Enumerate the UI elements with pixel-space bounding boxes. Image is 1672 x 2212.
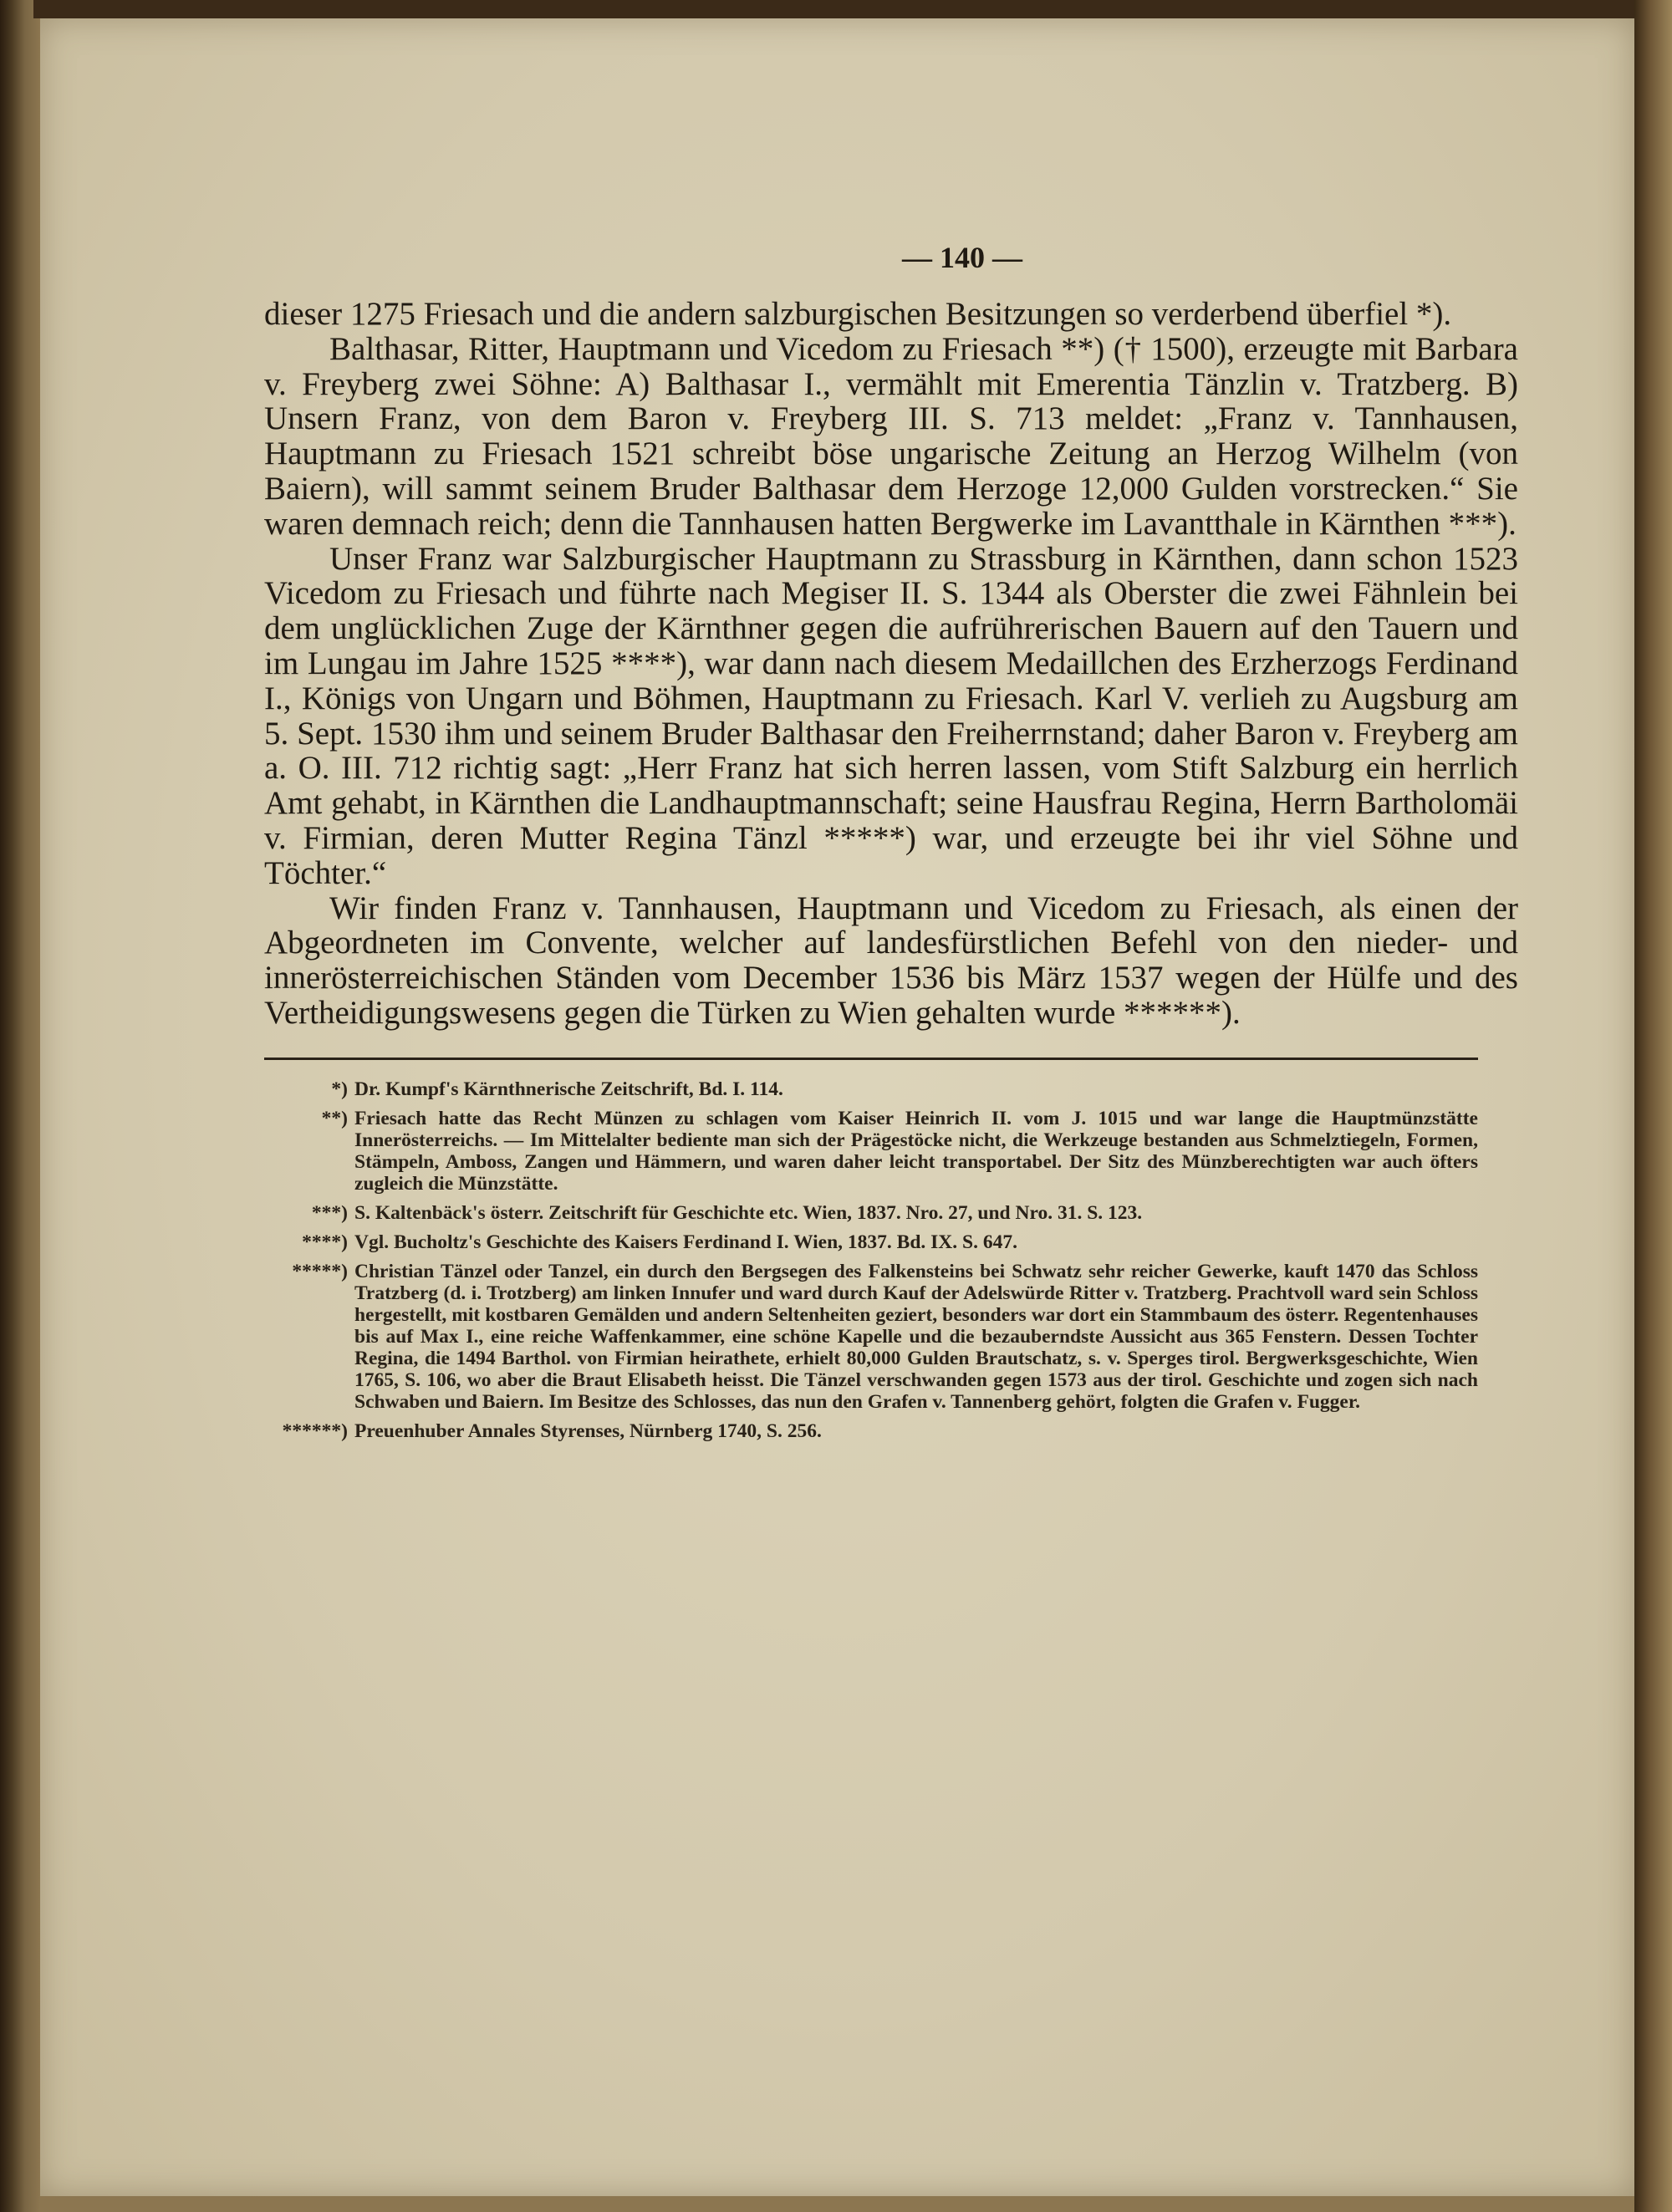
adjacent-page-edge <box>1634 0 1672 2212</box>
footnote-mark: *****) <box>292 1260 348 1282</box>
footnote-mark: ****) <box>302 1231 348 1253</box>
paragraph: dieser 1275 Friesach und die andern salzburgischen Besitzungen so verderbend überfiel *). <box>264 296 1452 332</box>
main-text <box>264 297 1518 1031</box>
footnote-text: Preuenhuber Annales Styrenses, Nürnberg 1740, S. 256. <box>354 1419 822 1442</box>
footnote <box>264 1420 1478 1442</box>
footnote-text: Dr. Kumpf's Kärnthnerische Zeitschrift, Bd. I. 114. <box>354 1078 783 1100</box>
footnote-text: Vgl. Bucholtz's Geschichte des Kaisers Ferdinand I. Wien, 1837. Bd. IX. S. 647. <box>354 1231 1017 1253</box>
footnote <box>264 1078 1478 1100</box>
paragraph: Balthasar, Ritter, Hauptmann und Vicedom zu Friesach **) († 1500), erzeugte mit Barbara v. Freyberg zwei Söhne: A) Balthasar I., vermählt mit Emerentia Tänzlin v. Tratzberg. B) Unsern Franz, von dem Baron v. Freyberg III. S. 713 meldet: „Franz v. Tannhausen, Hauptmann zu Friesach 1521 schreibt böse ungarische Zeitung an Herzog Wilhelm (von Baiern), will sammt seinem Bruder Balthasar dem Herzoge 12,000 Gulden vorstrecken.“ Sie waren demnach reich; denn die Tannhausen hatten Bergwerke im Lavantthale in Kärnthen ***). <box>264 330 1518 542</box>
footnote-text: Christian Tänzel oder Tanzel, ein durch den Bergsegen des Falkensteins bei Schwatz sehr reicher Gewerke, kauft 1470 das Schloss Tratzberg (d. i. Trotzberg) am linken Innufer und ward durch Kauf der Adelswürde Ritter v. Tratzberg. Prachtvoll ward sein Schloss hergestellt, mit kostbaren Gemälden und andern Seltenheiten geziert, besonders war dort ein Stammbaum des österr. Regentenhauses bis auf Max I., eine reiche Waffenkammer, eine schöne Kapelle und die bezauberndste Aussicht aus 365 Fenstern. Dessen Tochter Regina, die 1494 Barthol. von Firmian heirathete, erhielt 80,000 Gulden Brautschatz, s. v. Sperges tirol. Bergwerksgeschichte, Wien 1765, S. 106, wo aber die Braut Elisabeth heisst. Die Tänzel verschwanden gegen 1573 aus der tirol. Geschichte und zogen sich nach Schwaben und Baiern. Im Besitze des Schlosses, das nun den Grafen v. Tannenberg gehört, folgten die Grafen v. Fugger. <box>354 1260 1478 1413</box>
text-block <box>264 240 1518 1450</box>
paragraph: Wir finden Franz v. Tannhausen, Hauptmann und Vicedom zu Friesach, als einen der Abgeordneten im Convente, welcher auf landesfürstlichen Befehl von den nieder- und innerösterreichischen Ständen vom December 1536 bis März 1537 wegen der Hülfe und des Vertheidigungswesens gegen die Türken zu Wien gehalten wurde ******). <box>264 889 1518 1031</box>
footnote-text: S. Kaltenbäck's österr. Zeitschrift für Geschichte etc. Wien, 1837. Nro. 27, und Nro. 31. S. 123. <box>354 1201 1143 1224</box>
footnote-mark: *) <box>331 1078 348 1100</box>
footnote <box>264 1108 1478 1195</box>
footnote <box>264 1261 1478 1413</box>
footnote <box>264 1202 1478 1224</box>
footnote-mark: ***) <box>311 1201 348 1224</box>
page-top-edge <box>33 0 1639 18</box>
footnote-text: Friesach hatte das Recht Münzen zu schlagen vom Kaiser Heinrich II. vom J. 1015 und war lange die Hauptmünzstätte Innerösterreichs. — Im Mittelalter bediente man sich der Prägestöcke nicht, die Werkzeuge bestanden aus Schmelztiegeln, Formen, Stämpeln, Amboss, Zangen und Hämmern, und waren daher leicht transportabel. Der Sitz des Münzberechtigten war auch öfters zugleich die Münzstätte. <box>354 1107 1478 1195</box>
footnote-mark: ******) <box>282 1419 348 1442</box>
page-number: — 140 — <box>902 241 1022 274</box>
book-page <box>40 18 1634 2196</box>
footnote <box>264 1231 1478 1253</box>
footnote-mark: **) <box>321 1107 348 1129</box>
paragraph: Unser Franz war Salzburgischer Hauptmann zu Strassburg in Kärnthen, dann schon 1523 Vicedom zu Friesach und führte nach Megiser II. S. 1344 als Oberster die zwei Fähnlein bei dem unglücklichen Zuge der Kärnthner gegen die aufrührerischen Bauern auf den Tauern und im Lungau im Jahre 1525 ****), war dann nach diesem Medaillchen des Erzherzogs Ferdinand I., Königs von Ungarn und Böhmen, Hauptmann zu Friesach. Karl V. verlieh zu Augsburg am 5. Sept. 1530 ihm und seinem Bruder Balthasar den Freiherrnstand; daher Baron v. Freyberg am a. O. III. 712 richtig sagt: „Herr Franz hat sich herren lassen, vom Stift Salzburg ein herrlich Amt gehabt, in Kärnthen die Landhauptmannschaft; seine Hausfrau Regina, Herrn Bartholomäi v. Firmian, deren Mutter Regina Tänzl *****) war, und erzeugte bei ihr viel Söhne und Töchter.“ <box>264 540 1518 891</box>
footnote-divider <box>264 1058 1478 1060</box>
footnotes <box>264 1078 1478 1442</box>
